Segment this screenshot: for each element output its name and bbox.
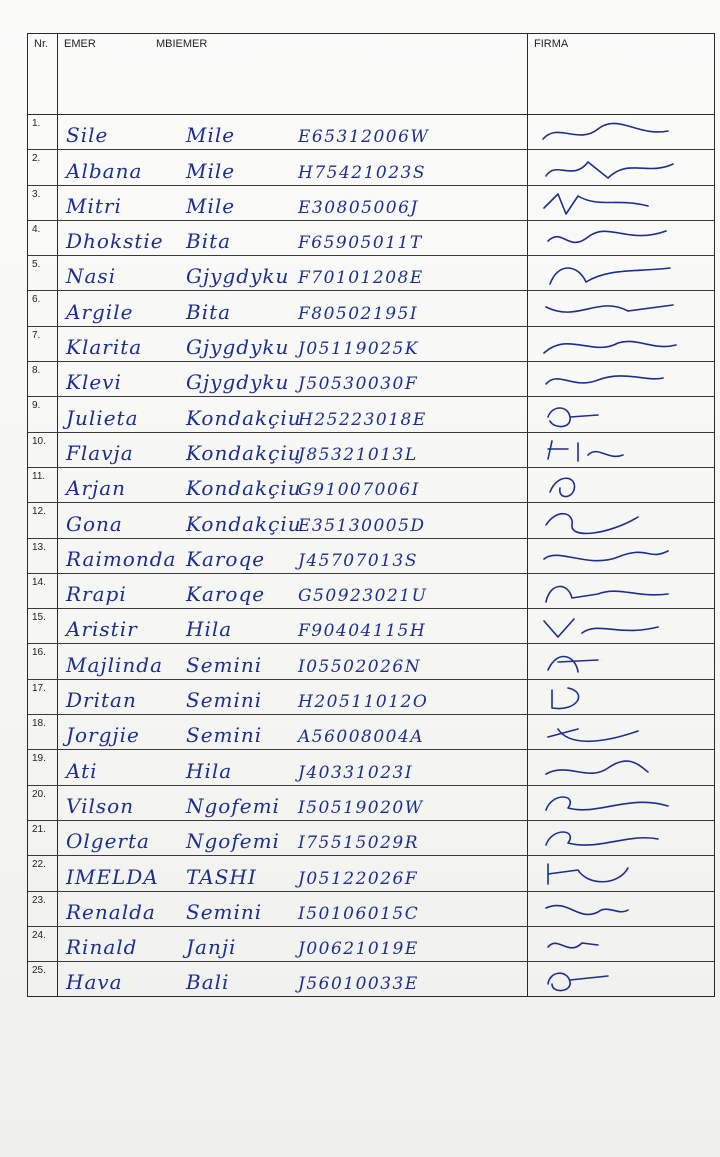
- signature-cell: [528, 574, 714, 608]
- table-row: [28, 680, 714, 715]
- name-cell: [58, 962, 528, 996]
- header-mbiemer: MBIEMER: [156, 38, 208, 50]
- last-name: Hila: [186, 617, 233, 642]
- row-number: 8.: [28, 362, 58, 396]
- last-name: Kondakçiu: [186, 405, 302, 430]
- signature-cell: [528, 609, 714, 643]
- row-number: 16.: [28, 644, 58, 678]
- table-row: [28, 256, 714, 291]
- last-name: Mile: [186, 193, 236, 218]
- handwritten-signature: [538, 646, 678, 676]
- last-name: Janji: [186, 935, 237, 960]
- first-name: Rrapi: [66, 582, 127, 607]
- row-number: 18.: [28, 715, 58, 749]
- row-number: 19.: [28, 750, 58, 784]
- name-cell: [58, 362, 528, 396]
- row-number: 3.: [28, 186, 58, 220]
- table-body: [28, 115, 714, 996]
- first-name: Dhokstie: [66, 229, 164, 254]
- signature-cell: [528, 397, 714, 431]
- handwritten-signature: [538, 752, 678, 782]
- last-name: Karoqe: [186, 582, 266, 607]
- signature-cell: [528, 433, 714, 467]
- handwritten-signature: [538, 188, 678, 218]
- signature-table: [27, 33, 715, 997]
- row-number: 24.: [28, 927, 58, 961]
- row-number: 22.: [28, 856, 58, 890]
- first-name: IMELDA: [66, 864, 159, 889]
- handwritten-signature: [538, 435, 678, 465]
- signature-cell: [528, 856, 714, 890]
- name-cell: [58, 821, 528, 855]
- last-name: Mile: [186, 123, 236, 148]
- last-name: Semini: [186, 723, 263, 748]
- personal-id: E65312006W: [298, 127, 430, 148]
- personal-id: I75515029R: [298, 833, 420, 854]
- row-number: 20.: [28, 786, 58, 820]
- last-name: Bali: [186, 970, 230, 995]
- signature-cell: [528, 362, 714, 396]
- name-cell: [58, 715, 528, 749]
- first-name: Flavja: [66, 440, 134, 465]
- signature-cell: [528, 539, 714, 573]
- table-row: [28, 186, 714, 221]
- personal-id: J05122026F: [298, 868, 419, 889]
- handwritten-signature: [538, 541, 678, 571]
- name-cell: [58, 503, 528, 537]
- name-cell: [58, 750, 528, 784]
- name-cell: [58, 892, 528, 926]
- first-name: Renalda: [66, 899, 156, 924]
- signature-cell: [528, 644, 714, 678]
- handwritten-signature: [538, 964, 678, 994]
- row-number: 25.: [28, 962, 58, 996]
- signature-cell: [528, 503, 714, 537]
- signature-cell: [528, 680, 714, 714]
- personal-id: J56010033E: [298, 974, 419, 995]
- row-number: 7.: [28, 327, 58, 361]
- last-name: Semini: [186, 652, 263, 677]
- name-cell: [58, 786, 528, 820]
- personal-id: G91007006I: [298, 480, 420, 501]
- personal-id: E35130005D: [298, 515, 426, 536]
- last-name: Gjygdyku: [186, 264, 290, 289]
- name-cell: [58, 256, 528, 290]
- personal-id: F80502195I: [298, 303, 419, 324]
- personal-id: I50519020W: [298, 797, 424, 818]
- signature-cell: [528, 715, 714, 749]
- personal-id: J45707013S: [298, 550, 418, 571]
- signature-cell: [528, 786, 714, 820]
- header-emer: EMER: [64, 38, 96, 50]
- table-row: [28, 539, 714, 574]
- last-name: Kondakçiu: [186, 440, 302, 465]
- name-cell: [58, 680, 528, 714]
- handwritten-signature: [538, 823, 678, 853]
- first-name: Aristir: [66, 617, 138, 642]
- table-row: [28, 327, 714, 362]
- handwritten-signature: [538, 505, 678, 535]
- signature-cell: [528, 291, 714, 325]
- handwritten-signature: [538, 399, 678, 429]
- personal-id: E30805006J: [298, 197, 419, 218]
- handwritten-signature: [538, 117, 678, 147]
- personal-id: H20511012O: [298, 692, 429, 713]
- first-name: Julieta: [66, 405, 139, 430]
- name-cell: [58, 644, 528, 678]
- name-cell: [58, 115, 528, 149]
- handwritten-signature: [538, 470, 678, 500]
- signature-cell: [528, 892, 714, 926]
- name-cell: [58, 433, 528, 467]
- table-row: [28, 856, 714, 891]
- last-name: Hila: [186, 758, 233, 783]
- name-cell: [58, 221, 528, 255]
- row-number: 17.: [28, 680, 58, 714]
- handwritten-signature: [538, 364, 678, 394]
- handwritten-signature: [538, 858, 678, 888]
- first-name: Albana: [66, 158, 143, 183]
- personal-id: H75421023S: [298, 162, 426, 183]
- handwritten-signature: [538, 611, 678, 641]
- first-name: Nasi: [66, 264, 117, 289]
- name-cell: [58, 397, 528, 431]
- table-row: [28, 962, 714, 996]
- handwritten-signature: [538, 223, 678, 253]
- personal-id: F65905011T: [298, 233, 423, 254]
- name-cell: [58, 186, 528, 220]
- first-name: Hava: [66, 970, 123, 995]
- first-name: Ati: [66, 758, 98, 783]
- first-name: Mitri: [66, 193, 122, 218]
- table-row: [28, 750, 714, 785]
- personal-id: J40331023I: [298, 762, 414, 783]
- row-number: 14.: [28, 574, 58, 608]
- row-number: 12.: [28, 503, 58, 537]
- last-name: Semini: [186, 899, 263, 924]
- first-name: Rinald: [66, 935, 138, 960]
- name-cell: [58, 150, 528, 184]
- signature-cell: [528, 750, 714, 784]
- last-name: Mile: [186, 158, 236, 183]
- signature-cell: [528, 468, 714, 502]
- name-cell: [58, 856, 528, 890]
- last-name: Bita: [186, 299, 232, 324]
- last-name: TASHI: [186, 864, 257, 889]
- row-number: 5.: [28, 256, 58, 290]
- table-row: [28, 786, 714, 821]
- name-cell: [58, 574, 528, 608]
- first-name: Raimonda: [66, 546, 177, 571]
- table-header: [28, 34, 714, 115]
- table-row: [28, 433, 714, 468]
- last-name: Bita: [186, 229, 232, 254]
- signature-cell: [528, 962, 714, 996]
- last-name: Gjygdyku: [186, 370, 290, 395]
- table-row: [28, 821, 714, 856]
- handwritten-signature: [538, 293, 678, 323]
- row-number: 23.: [28, 892, 58, 926]
- name-cell: [58, 468, 528, 502]
- row-number: 9.: [28, 397, 58, 431]
- row-number: 15.: [28, 609, 58, 643]
- table-row: [28, 927, 714, 962]
- personal-id: J05119025K: [298, 339, 420, 360]
- handwritten-signature: [538, 576, 678, 606]
- table-row: [28, 397, 714, 432]
- table-row: [28, 715, 714, 750]
- name-cell: [58, 927, 528, 961]
- personal-id: F70101208E: [298, 268, 424, 289]
- personal-id: A56008004A: [298, 727, 425, 748]
- table-row: [28, 574, 714, 609]
- name-cell: [58, 327, 528, 361]
- personal-id: G50923021U: [298, 586, 428, 607]
- personal-id: H25223018E: [298, 409, 427, 430]
- signature-cell: [528, 115, 714, 149]
- personal-id: F90404115H: [298, 621, 427, 642]
- handwritten-signature: [538, 682, 678, 712]
- table-row: [28, 221, 714, 256]
- signature-cell: [528, 186, 714, 220]
- first-name: Klarita: [66, 335, 143, 360]
- table-row: [28, 892, 714, 927]
- first-name: Klevi: [66, 370, 122, 395]
- handwritten-signature: [538, 258, 678, 288]
- name-cell: [58, 609, 528, 643]
- table-row: [28, 150, 714, 185]
- handwritten-signature: [538, 329, 678, 359]
- last-name: Karoqe: [186, 546, 266, 571]
- first-name: Majlinda: [66, 652, 164, 677]
- signature-cell: [528, 221, 714, 255]
- personal-id: I50106015C: [298, 903, 420, 924]
- row-number: 10.: [28, 433, 58, 467]
- first-name: Gona: [66, 511, 123, 536]
- name-cell: [58, 539, 528, 573]
- last-name: Kondakçiu: [186, 476, 302, 501]
- last-name: Ngofemi: [186, 793, 280, 818]
- table-row: [28, 115, 714, 150]
- name-cell: [58, 291, 528, 325]
- row-number: 21.: [28, 821, 58, 855]
- signature-cell: [528, 150, 714, 184]
- header-name-column: [58, 34, 528, 114]
- handwritten-signature: [538, 717, 678, 747]
- signature-cell: [528, 821, 714, 855]
- personal-id: J00621019E: [298, 939, 419, 960]
- header-firma: FIRMA: [534, 38, 569, 50]
- personal-id: I05502026N: [298, 656, 422, 677]
- first-name: Jorgjie: [66, 723, 140, 748]
- signature-cell: [528, 927, 714, 961]
- first-name: Argile: [66, 299, 134, 324]
- row-number: 13.: [28, 539, 58, 573]
- personal-id: J50530030F: [298, 374, 419, 395]
- row-number: 4.: [28, 221, 58, 255]
- table-row: [28, 468, 714, 503]
- first-name: Arjan: [66, 476, 127, 501]
- handwritten-signature: [538, 152, 678, 182]
- table-row: [28, 609, 714, 644]
- handwritten-signature: [538, 929, 678, 959]
- personal-id: J85321013L: [298, 444, 418, 465]
- handwritten-signature: [538, 788, 678, 818]
- handwritten-signature: [538, 894, 678, 924]
- row-number: 1.: [28, 115, 58, 149]
- row-number: 11.: [28, 468, 58, 502]
- first-name: Dritan: [66, 688, 137, 713]
- first-name: Vilson: [66, 793, 135, 818]
- table-row: [28, 503, 714, 538]
- first-name: Sile: [66, 123, 109, 148]
- first-name: Olgerta: [66, 829, 150, 854]
- last-name: Ngofemi: [186, 829, 280, 854]
- last-name: Semini: [186, 688, 263, 713]
- signature-cell: [528, 327, 714, 361]
- table-row: [28, 644, 714, 679]
- row-number: 2.: [28, 150, 58, 184]
- table-row: [28, 362, 714, 397]
- last-name: Gjygdyku: [186, 335, 290, 360]
- header-nr: Nr.: [28, 34, 58, 114]
- row-number: 6.: [28, 291, 58, 325]
- table-row: [28, 291, 714, 326]
- last-name: Kondakçiu: [186, 511, 302, 536]
- signature-cell: [528, 256, 714, 290]
